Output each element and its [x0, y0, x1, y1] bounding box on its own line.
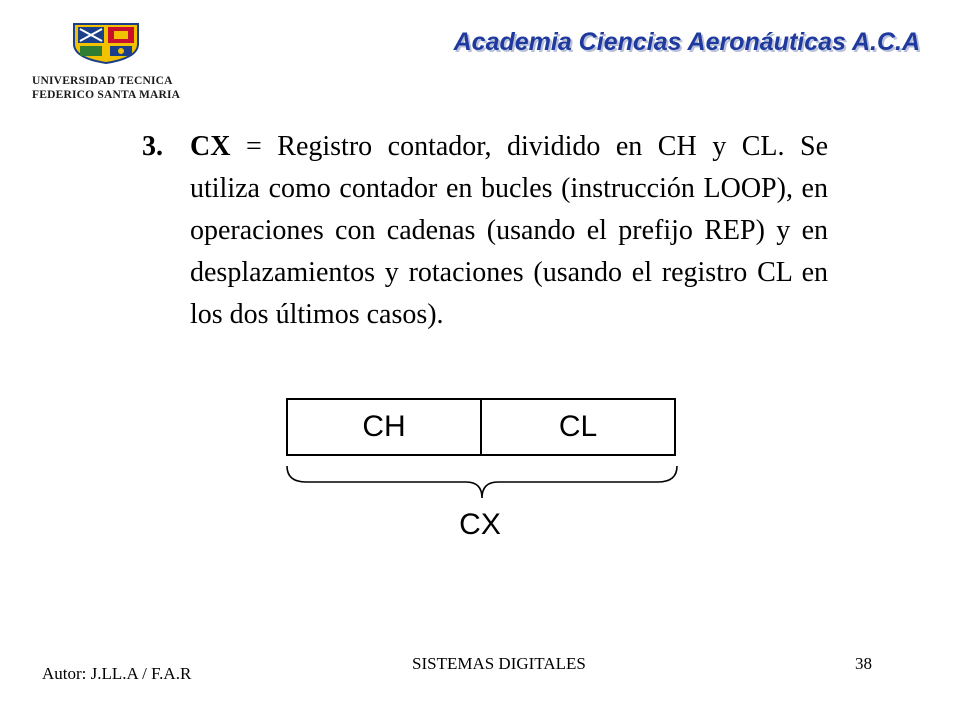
- register-diagram: [280, 396, 690, 556]
- page-header-title: Academia Ciencias Aeronáuticas A.C.A: [453, 28, 920, 56]
- footer-author: Autor: J.LL.A / F.A.R: [42, 664, 192, 683]
- curly-brace-icon: [286, 464, 678, 504]
- register-low-cell: CL: [480, 400, 674, 454]
- register-high-cell: CH: [362, 410, 406, 443]
- university-shield-icon: [68, 22, 144, 64]
- university-name: [32, 74, 182, 102]
- university-name-line1: UNIVERSIDAD TECNICA: [32, 75, 173, 87]
- item-description: = Registro contador, dividido en CH y CL. Se utiliza como contador en bucles (instrucción LOOP), en operaciones con cadenas (usando el prefijo REP) y en desplazamientos y rotaciones (usando el registro CL en los dos últimos casos).: [190, 131, 828, 330]
- page-number: 38: [855, 654, 872, 673]
- footer-course: SISTEMAS DIGITALES: [412, 654, 586, 673]
- item-body: [190, 126, 828, 336]
- university-name-line2: FEDERICO SANTA MARIA: [32, 89, 181, 101]
- university-logo: [32, 22, 182, 104]
- register-label: CX: [459, 508, 501, 541]
- register-box: [286, 398, 676, 456]
- item-term: CX: [190, 131, 231, 162]
- item-number: 3.: [142, 131, 163, 162]
